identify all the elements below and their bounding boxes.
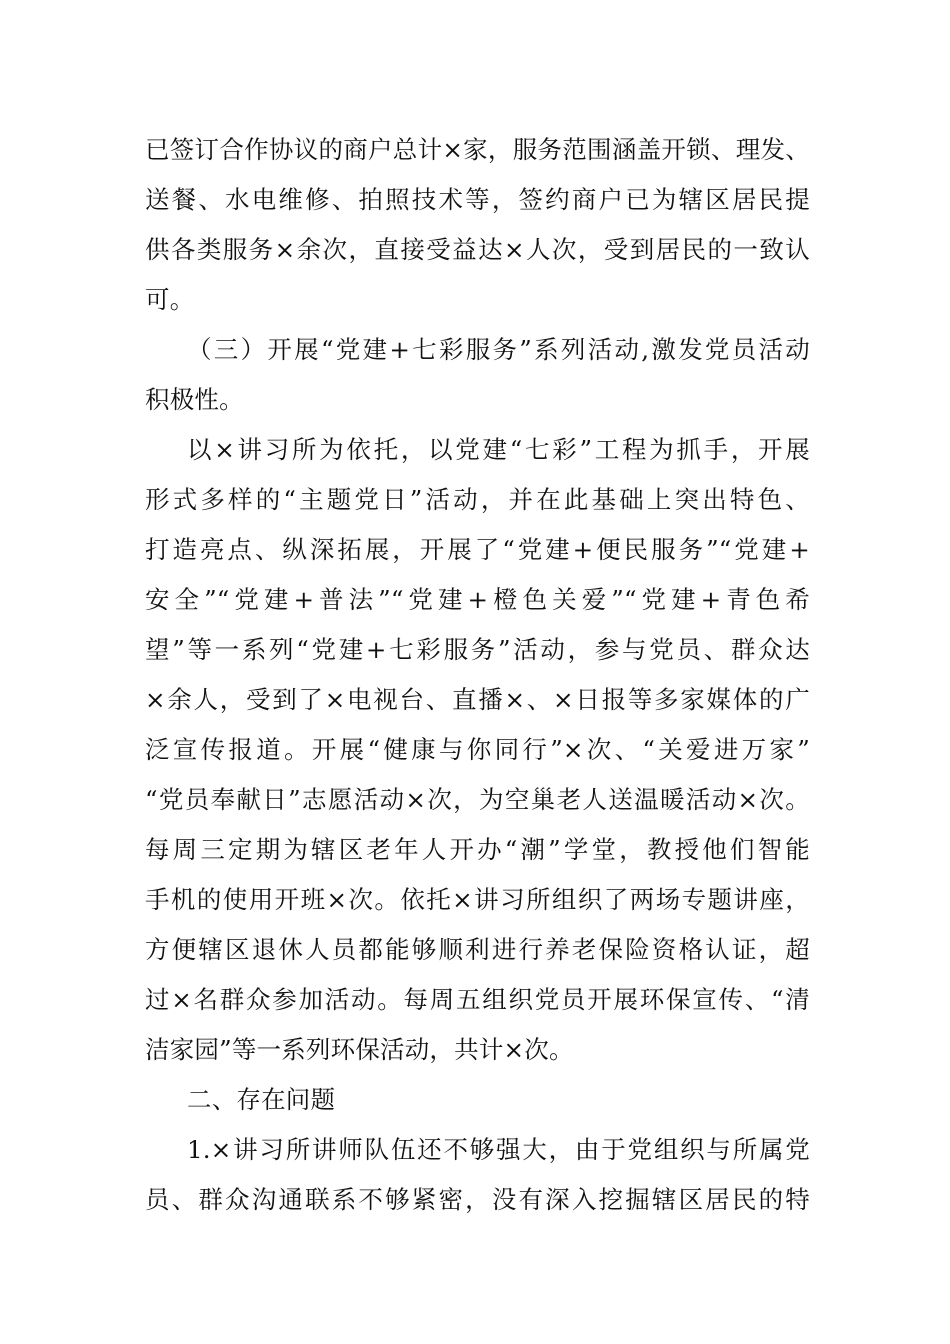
document-page bbox=[145, 125, 810, 1225]
paragraph-line: 可。 bbox=[145, 285, 195, 314]
paragraph-line: ×余人，受到了×电视台、直播×、×日报等多家媒体的广 bbox=[145, 685, 810, 714]
paragraph-line: 望”等一系列“党建+七彩服务”活动，参与党员、群众达 bbox=[145, 635, 810, 664]
section-heading-line: （三）开展“党建+七彩服务”系列活动,激发党员活动 bbox=[187, 335, 810, 364]
paragraph-line: 打造亮点、纵深拓展，开展了“党建+便民服务”“党建+ bbox=[145, 535, 810, 564]
paragraph-line: 1.×讲习所讲师队伍还不够强大，由于党组织与所属党 bbox=[187, 1135, 810, 1164]
paragraph-line: 以×讲习所为依托，以党建“七彩”工程为抓手，开展 bbox=[187, 435, 810, 464]
section-heading: 二、存在问题 bbox=[187, 1085, 336, 1114]
paragraph-line: 每周三定期为辖区老年人开办“潮”学堂，教授他们智能 bbox=[145, 835, 810, 864]
paragraph-line: 洁家园”等一系列环保活动，共计×次。 bbox=[145, 1035, 574, 1064]
paragraph-line: 方便辖区退休人员都能够顺利进行养老保险资格认证，超 bbox=[145, 935, 810, 964]
section-heading-line: 积极性。 bbox=[145, 385, 244, 414]
paragraph-line: 泛宣传报道。开展“健康与你同行”×次、“关爱进万家” bbox=[145, 735, 810, 764]
paragraph-line: 手机的使用开班×次。依托×讲习所组织了两场专题讲座， bbox=[145, 885, 810, 914]
paragraph-line: “党员奉献日”志愿活动×次，为空巢老人送温暖活动×次。 bbox=[145, 785, 810, 814]
paragraph-line: 形式多样的“主题党日”活动，并在此基础上突出特色、 bbox=[145, 485, 810, 514]
paragraph-line: 供各类服务×余次，直接受益达×人次，受到居民的一致认 bbox=[145, 235, 810, 264]
paragraph-line: 过×名群众参加活动。每周五组织党员开展环保宣传、“清 bbox=[145, 985, 810, 1014]
paragraph-line: 已签订合作协议的商户总计×家，服务范围涵盖开锁、理发、 bbox=[145, 135, 810, 164]
paragraph-line: 送餐、水电维修、拍照技术等，签约商户已为辖区居民提 bbox=[145, 185, 810, 214]
paragraph-line: 安全”“党建+普法”“党建+橙色关爱”“党建+青色希 bbox=[145, 585, 810, 614]
paragraph-line: 员、群众沟通联系不够紧密，没有深入挖掘辖区居民的特 bbox=[145, 1185, 810, 1214]
